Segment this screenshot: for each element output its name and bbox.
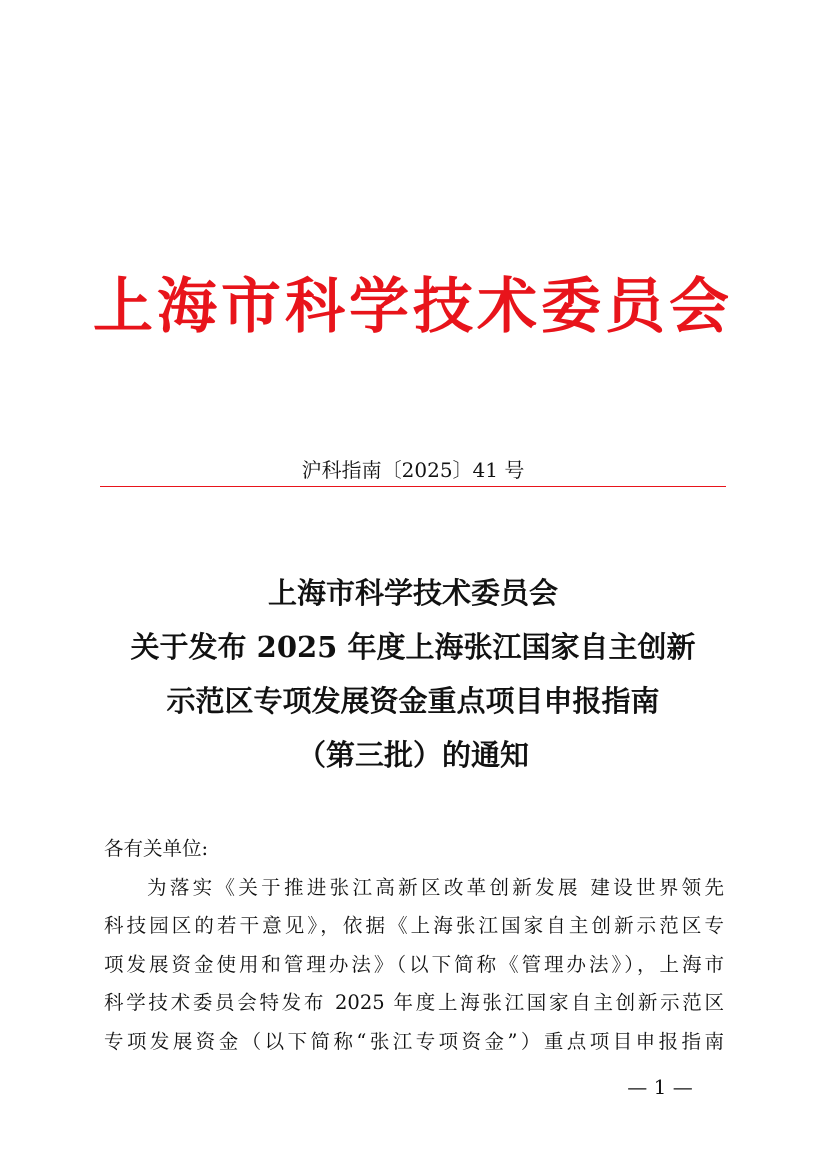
title-line-4: （第三批）的通知 xyxy=(296,738,529,772)
document-body xyxy=(104,830,724,1061)
document-number: 沪科指南〔2025〕41 号 xyxy=(301,458,525,482)
paragraph-line-1: 为落实《关于推进张江高新区改革创新发展 建设世界领先 xyxy=(147,875,724,899)
paragraph-line-2: 科技园区的若干意见》，依据《上海张江国家自主创新示范区专 xyxy=(104,914,724,937)
title-line-1: 上海市科学技术委员会 xyxy=(267,576,558,610)
page-number: — 1 — xyxy=(627,1075,693,1099)
salutation: 各有关单位: xyxy=(104,837,209,860)
title-line-2: 关于发布 2025 年度上海张江国家自主创新 xyxy=(130,630,696,664)
title-line-3: 示范区专项发展资金重点项目申报指南 xyxy=(166,684,660,718)
issuing-organization-header: 上海市科学技术委员会 xyxy=(93,272,733,342)
document-title xyxy=(0,566,826,782)
paragraph-line-4: 科学技术委员会特发布 2025 年度上海张江国家自主创新示范区 xyxy=(104,991,724,1014)
red-divider-line xyxy=(100,486,726,487)
paragraph-line-5: 专项发展资金（以下简称“张江专项资金”）重点项目申报指南 xyxy=(104,1029,724,1053)
paragraph-line-3: 项发展资金使用和管理办法》（以下简称《管理办法》），上海市 xyxy=(104,952,724,976)
